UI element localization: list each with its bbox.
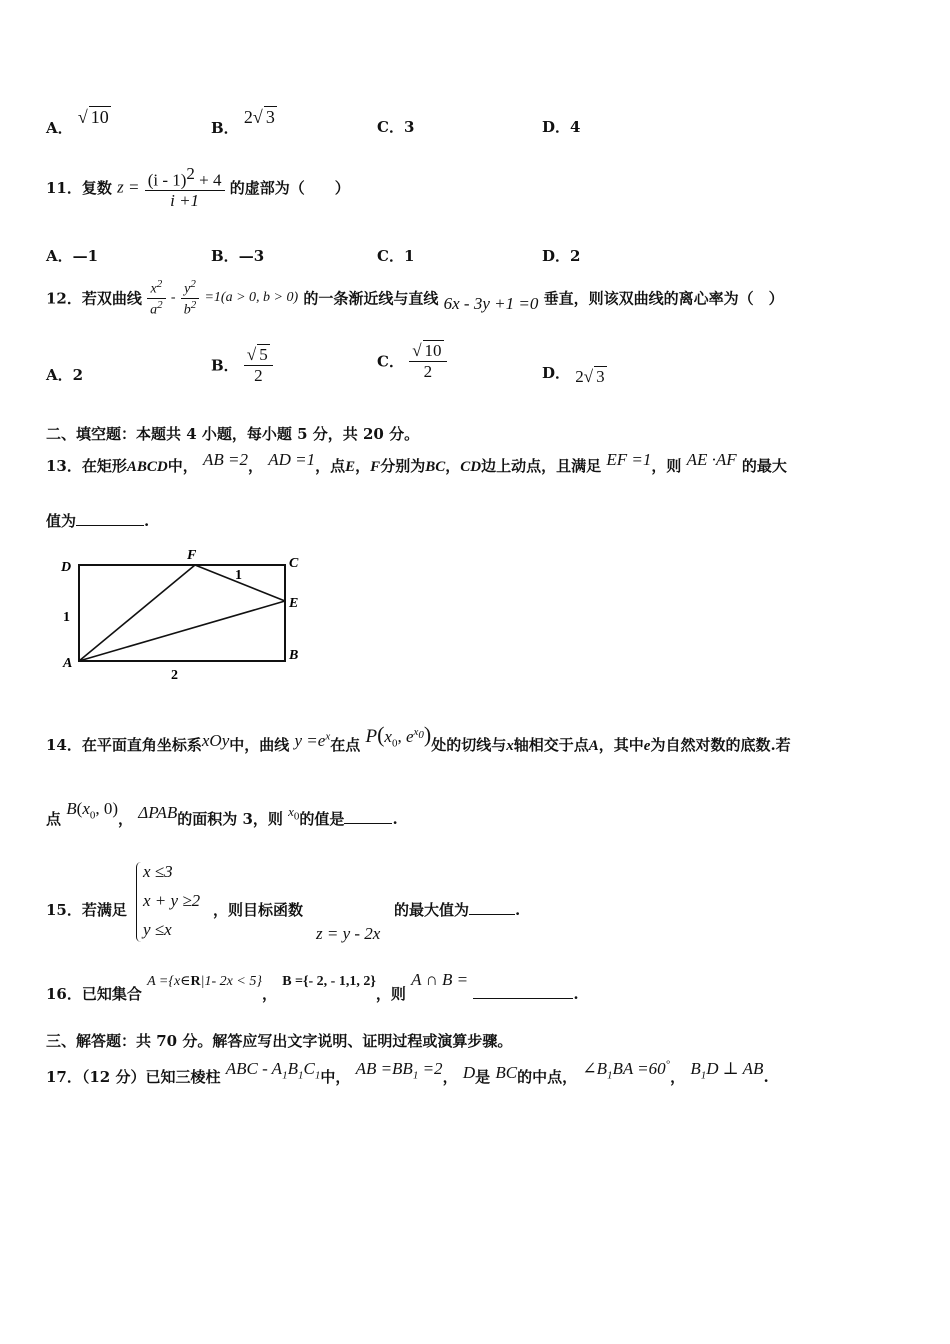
q10-option-b: B． 2√ 3 (211, 107, 275, 137)
q15-brace (136, 862, 141, 942)
q12-stem: 12．若双曲线 $\frac{x^2}{a^2}$ - $\frac{y^2}{b^2}$ =1(a > 0, b > 0) 的一条渐近线与直线 6x - 3y +1 =0 垂直，则该双曲线的离心率为（ ） (46, 278, 784, 318)
label-a: A (63, 656, 73, 671)
q12-option-a: A．2 (46, 366, 84, 384)
q15-constraint-3: y ≤x (143, 920, 172, 939)
q10-option-c: C．3 (377, 118, 415, 136)
q15-constraint-2: x + y ≥2 (143, 891, 201, 910)
q11-stem: 11．复数 z = $\frac{(i - 1)^2 + 4}{i +1}$ 的虚部为（ ） (46, 164, 350, 211)
label-side-ab: 2 (171, 668, 178, 683)
q16-stem: 16．已知集合 A ={x∈R|1- 2x < 5}， B ={- 2, - 1,1, 2}，则 A ∩ B = . (46, 970, 579, 1003)
label-d: D (61, 560, 72, 575)
q15-middle: ，则目标函数 (213, 901, 304, 919)
q14-line2: 点 $B(x_0$, 0)， ΔPAB的面积为 3，则 $x_0$的值是 . (46, 799, 398, 828)
q17-stem: 17．（12 分）已知三棱柱 ABC - $A_1B_1C_1$中， AB $=BB_1 =2$， D是 BC的中点， $\angle B_1BA =60^\circ$， $B_1D$ ⊥ AB. (46, 1058, 769, 1086)
q11-fraction: $\frac{(i - 1)^2 + 4}{i +1}$ (145, 164, 225, 211)
q12-option-c: C． $\frac{√ 10}{2}$ (377, 340, 447, 382)
label-side-fe: 1 (235, 568, 242, 583)
q13-stem: 13．在矩形ABCD中， AB =2， AD =1，点E，F分别为BC，CD边上动点，且满足 EF =1，则 AE ·AF 的最大 (46, 450, 787, 475)
label-c: C (289, 556, 299, 571)
q14-stem: 14．在平面直角坐标系xOy中，曲线 $y =e^x$在点 $P(x_0$, $e^{x_0}$)处的切线与x轴相交于点A，其中e为自然对数的底数.若 (46, 722, 791, 754)
label-e: E (289, 596, 299, 611)
section2-heading: 二、填空题：本题共 4 小题，每小题 5 分，共 20 分。 (46, 425, 420, 443)
q12-option-b: B． $\frac{√ 5}{2}$ (211, 344, 273, 386)
label-f: F (187, 548, 197, 563)
q11-option-d: D．2 (542, 247, 581, 265)
section3-heading: 三、解答题：共 70 分。解答应写出文字说明、证明过程或演算步骤。 (46, 1032, 513, 1050)
q11-option-b: B．—3 (211, 247, 265, 265)
segment-af (79, 565, 195, 661)
q10-option-d: D．4 (542, 118, 581, 136)
segment-ae (79, 601, 285, 661)
q10-option-a: A． √ 10 (46, 107, 109, 137)
rectangle-abcd (79, 565, 285, 661)
label-b: B (289, 648, 299, 663)
q15-constraint-1: x ≤3 (143, 862, 173, 881)
q13-answer-line: 值为 . (46, 512, 150, 530)
q15-objective: z = y - 2x (316, 924, 381, 943)
q11-option-a: A．—1 (46, 247, 99, 265)
label-side-ad: 1 (63, 610, 70, 625)
q12-option-d: D． 2√ 3 (542, 364, 605, 386)
q13-rectangle-figure (55, 543, 315, 683)
q15-prefix: 15．若满足 (46, 901, 127, 919)
q15-suffix: 的最大值为 . (394, 901, 521, 919)
q11-option-c: C．1 (377, 247, 415, 265)
